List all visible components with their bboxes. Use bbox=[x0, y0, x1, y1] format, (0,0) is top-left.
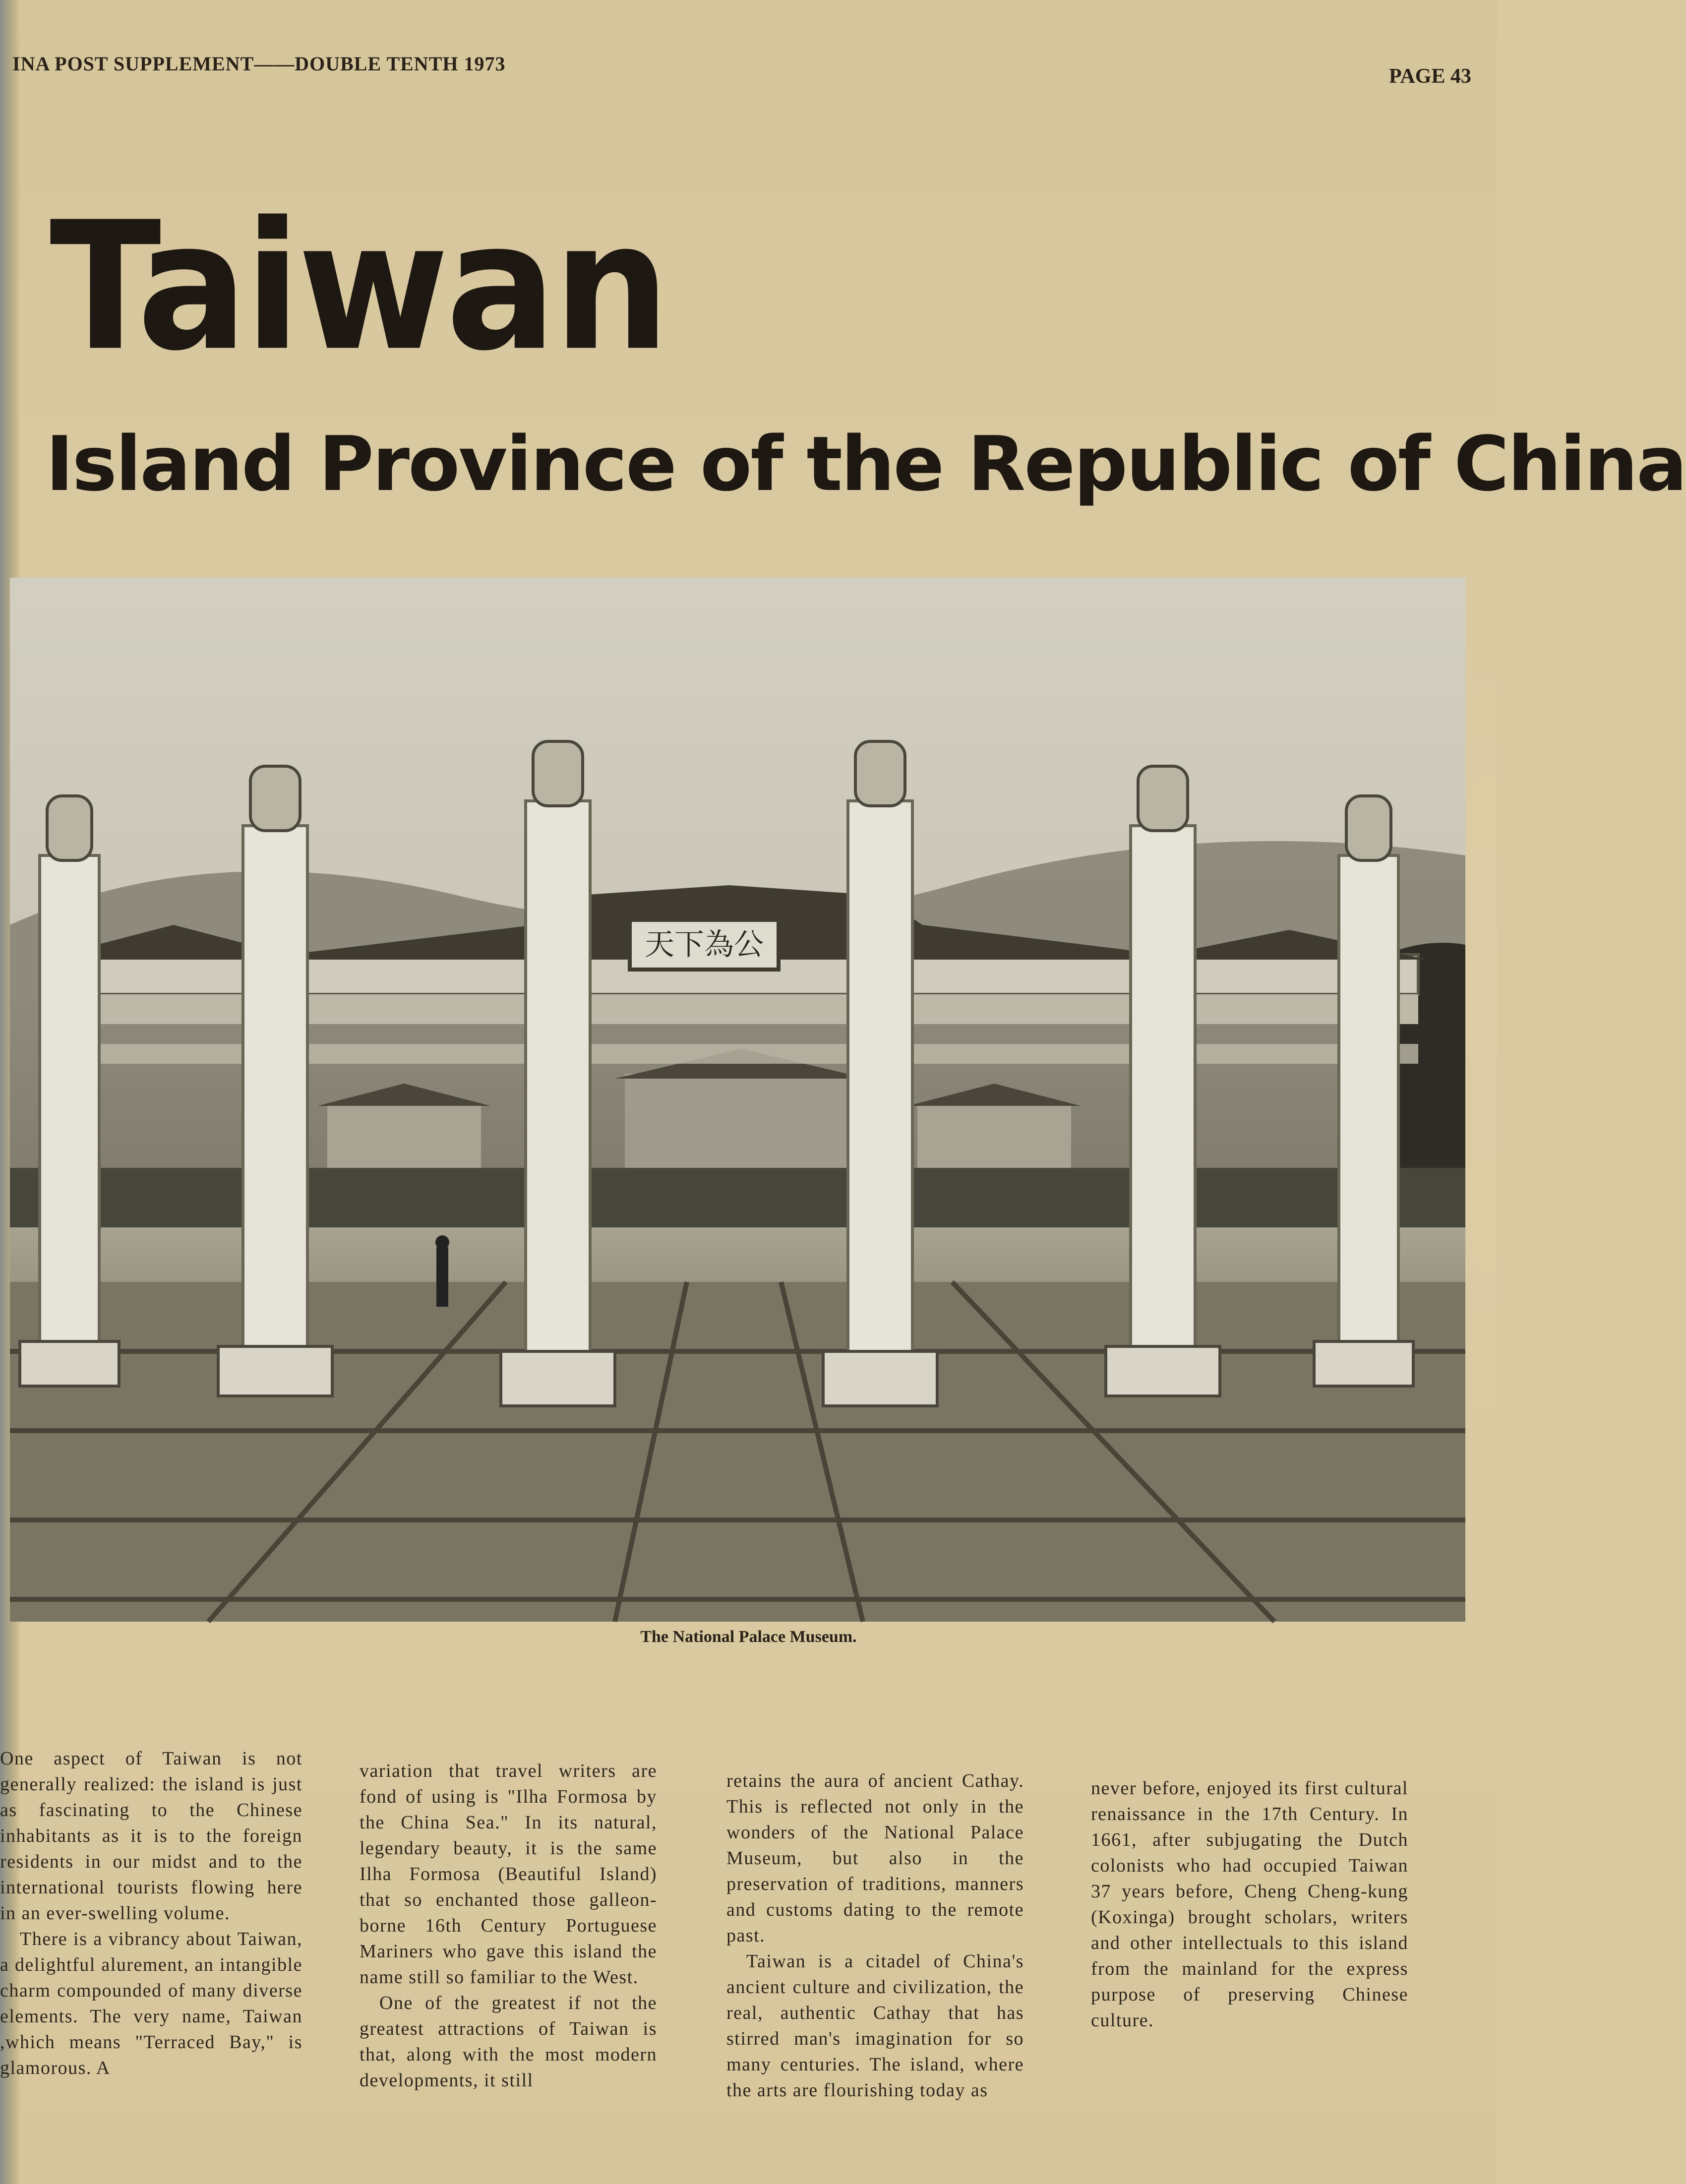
paragraph: never before, enjoyed its first cultural renaissance in the 17th Century. In 1661, after subjugating the Dutch colonists who had occupied Taiwan 37 years before, Cheng Cheng-kung (Koxinga) brought scholars, writers and other intellectuals to this island from the mainland for the express purpose of preserving Chinese culture. bbox=[1091, 1778, 1408, 2031]
article-column-2 bbox=[360, 1758, 657, 2093]
palace-museum-photo bbox=[10, 578, 1465, 1622]
photo-caption: The National Palace Museum. bbox=[640, 1628, 857, 1646]
article-column-3 bbox=[726, 1768, 1024, 2103]
article-column-1 bbox=[0, 1746, 302, 2081]
paragraph: variation that travel writers are fond of using is "Ilha Formosa by the China Sea." In its natural, legendary beauty, it is the same Ilha Formosa (Beautiful Island) that so enchanted those galleon-borne 16th Century Portuguese Mariners who gave this island the name still so familiar to the West. bbox=[360, 1760, 657, 1988]
paragraph: One of the greatest if not the greatest attractions of Taiwan is that, along with the most modern developments, it still bbox=[360, 1993, 657, 2091]
page-number: PAGE 43 bbox=[1388, 65, 1471, 88]
paragraph: One aspect of Taiwan is not generally realized: the island is just as fascinating to the Chinese inhabitants as it is to the foreign residents in our midst and to the international tourists flowing here in an ever-swelling volume. bbox=[0, 1748, 302, 1924]
article-column-4 bbox=[1091, 1775, 1408, 2033]
paragraph: Taiwan is a citadel of China's ancient culture and civilization, the real, authentic Cathay that has stirred man's imagination for so many centuries. The island, where the arts are flourishing today as bbox=[726, 1951, 1024, 2101]
headline-subtitle: Island Province of the Republic of China bbox=[46, 420, 1686, 508]
paragraph: There is a vibrancy about Taiwan, a delightful alurement, an intangible charm compounded of many diverse elements. The very name, Taiwan ,which means "Terraced Bay," is glamorous. A bbox=[0, 1929, 302, 2078]
gate-sign-text: 天下為公 bbox=[645, 927, 764, 962]
running-header: INA POST SUPPLEMENT——DOUBLE TENTH 1973 bbox=[12, 53, 506, 75]
paragraph: retains the aura of ancient Cathay. This is reflected not only in the wonders of the National Palace Museum, but also in the preservation of traditions, manners and customs dating to the remote past. bbox=[726, 1770, 1024, 1946]
headline-title: Taiwan bbox=[50, 183, 667, 390]
